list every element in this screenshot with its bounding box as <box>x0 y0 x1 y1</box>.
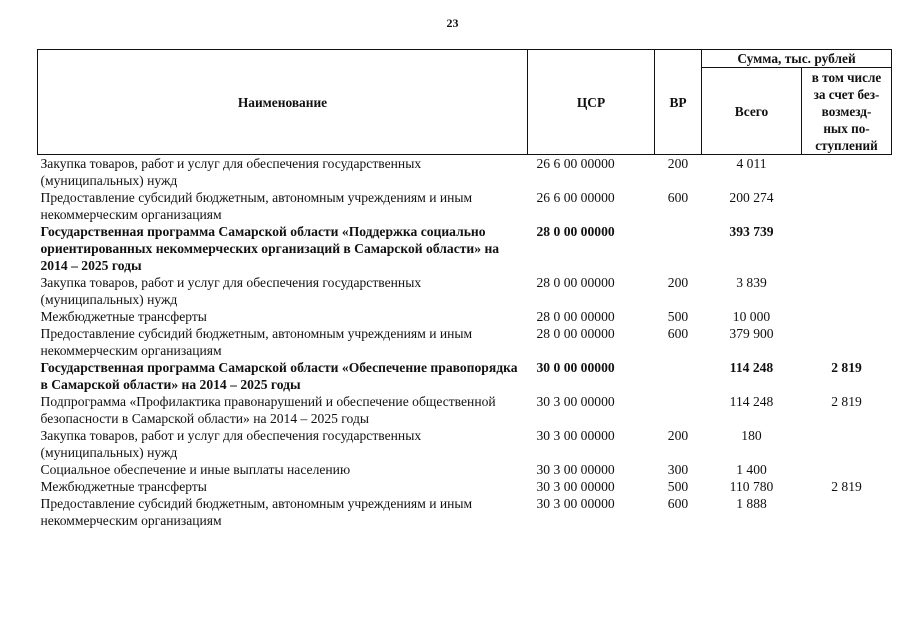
row-name: Закупка товаров, работ и услуг для обеспечения государственных (муниципальных) нужд <box>40 428 422 460</box>
header-gratis-line: в том числе <box>811 69 882 85</box>
row-vr <box>655 393 702 427</box>
row-csr: 30 3 00 00000 <box>536 496 615 511</box>
header-name: Наименование <box>38 50 528 155</box>
budget-table <box>37 49 892 529</box>
row-total: 3 839 <box>736 275 767 290</box>
row-vr <box>655 359 702 393</box>
row-total: 379 900 <box>729 326 774 341</box>
header-sum-group: Сумма, тыс. рублей <box>702 50 892 68</box>
table-row <box>38 223 892 274</box>
row-vr: 200 <box>667 275 689 290</box>
row-csr: 26 6 00 00000 <box>536 156 615 171</box>
row-csr: 30 3 00 00000 <box>536 479 615 494</box>
row-gratis <box>802 308 892 325</box>
row-vr: 500 <box>667 479 689 494</box>
row-vr: 600 <box>667 326 689 341</box>
row-gratis <box>802 189 892 223</box>
table-row <box>38 495 892 529</box>
row-vr: 200 <box>667 156 689 171</box>
row-name: Государственная программа Самарской области «Поддержка социально ориентированных некоммерческих организаций в Самарской области» на 2014 – 2025 годы <box>40 224 500 273</box>
row-total: 180 <box>741 428 762 443</box>
row-total: 1 400 <box>736 462 767 477</box>
row-name: Предоставление субсидий бюджетным, автономным учреждениям и иным некоммерческим организациям <box>40 190 473 222</box>
row-csr: 28 0 00 00000 <box>536 275 615 290</box>
table-row <box>38 393 892 427</box>
row-gratis <box>802 495 892 529</box>
row-vr: 600 <box>667 496 689 511</box>
row-total: 114 248 <box>729 394 774 409</box>
row-gratis <box>802 427 892 461</box>
table-row <box>38 427 892 461</box>
row-total: 200 274 <box>729 190 774 205</box>
row-vr: 300 <box>667 462 689 477</box>
row-vr: 500 <box>667 309 689 324</box>
row-vr: 200 <box>667 428 689 443</box>
table-body <box>38 155 892 530</box>
row-gratis <box>802 155 892 190</box>
row-gratis <box>802 274 892 308</box>
header-gratis-line: возмезд- <box>821 103 872 119</box>
row-name: Предоставление субсидий бюджетным, автономным учреждениям и иным некоммерческим организациям <box>40 496 473 528</box>
row-csr: 30 3 00 00000 <box>536 462 615 477</box>
row-total: 4 011 <box>736 156 767 171</box>
header-csr: ЦСР <box>528 50 655 155</box>
table-row <box>38 155 892 190</box>
header-vr: ВР <box>655 50 702 155</box>
table-row <box>38 461 892 478</box>
row-name: Межбюджетные трансферты <box>40 479 207 494</box>
row-gratis <box>802 461 892 478</box>
row-gratis: 2 819 <box>831 479 862 494</box>
table-header <box>38 50 892 155</box>
row-gratis <box>802 325 892 359</box>
row-csr: 30 0 00 00000 <box>536 360 615 375</box>
row-vr <box>655 223 702 274</box>
table-row <box>38 274 892 308</box>
row-total: 110 780 <box>729 479 774 494</box>
table-row <box>38 478 892 495</box>
row-vr: 600 <box>667 190 689 205</box>
row-gratis: 2 819 <box>831 394 862 409</box>
row-csr: 28 0 00 00000 <box>536 224 615 239</box>
row-gratis: 2 819 <box>831 360 862 375</box>
row-csr: 28 0 00 00000 <box>536 309 615 324</box>
row-gratis <box>802 223 892 274</box>
table-row <box>38 308 892 325</box>
header-gratis-line: ных по- <box>823 120 870 136</box>
table-row <box>38 325 892 359</box>
row-total: 10 000 <box>732 309 771 324</box>
row-name: Закупка товаров, работ и услуг для обеспечения государственных (муниципальных) нужд <box>40 275 422 307</box>
table-row <box>38 189 892 223</box>
table-row <box>38 359 892 393</box>
row-csr: 30 3 00 00000 <box>536 394 615 409</box>
page-number: 23 <box>446 16 459 30</box>
row-csr: 28 0 00 00000 <box>536 326 615 341</box>
header-gratis-line: ступлений <box>815 137 878 153</box>
row-csr: 30 3 00 00000 <box>536 428 615 443</box>
row-name: Межбюджетные трансферты <box>40 309 207 324</box>
row-name: Государственная программа Самарской области «Обеспечение правопорядка в Самарской области» на 2014 – 2025 годы <box>40 360 518 392</box>
header-gratis <box>802 68 892 155</box>
row-csr: 26 6 00 00000 <box>536 190 615 205</box>
header-gratis-line: за счет без- <box>813 86 880 102</box>
row-name: Социальное обеспечение и иные выплаты населению <box>40 462 351 477</box>
row-name: Закупка товаров, работ и услуг для обеспечения государственных (муниципальных) нужд <box>40 156 422 188</box>
header-total: Всего <box>702 68 802 155</box>
row-name: Подпрограмма «Профилактика правонарушений и обеспечение общественной безопасности в Самарской области» на 2014 – 2025 годы <box>40 394 496 426</box>
row-total: 114 248 <box>729 360 774 375</box>
row-name: Предоставление субсидий бюджетным, автономным учреждениям и иным некоммерческим организациям <box>40 326 473 358</box>
row-total: 393 739 <box>729 224 774 239</box>
row-total: 1 888 <box>736 496 767 511</box>
